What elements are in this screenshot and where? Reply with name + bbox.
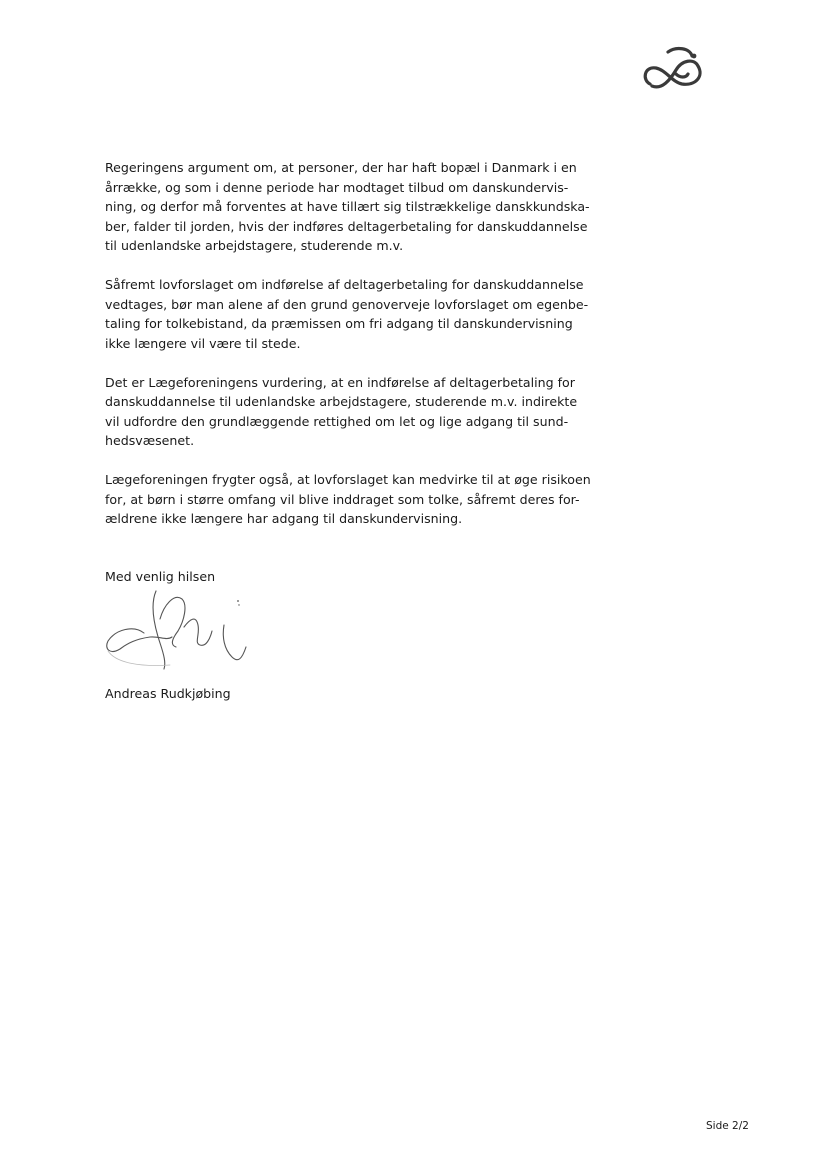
paragraph: Såfremt lovforslaget om indførelse af deltagerbetaling for danskuddannelse vedtages, bør man alene af den grund genoverveje lovforslaget om egenbe- taling for tolkebistand, da præmissen om fri adgang til danskundervisning ikke længere vil være til stede. bbox=[105, 277, 589, 351]
paragraph: Det er Lægeforeningens vurdering, at en indførelse af deltagerbetaling for danskuddannelse til udenlandske arbejdstagere, studerende m.v. indirekte vil udfordre den grundlæggende rettighed om let og lige adgang til sund- hedsvæsenet. bbox=[105, 374, 578, 448]
page-number: Side 2/2 bbox=[706, 1120, 749, 1132]
serpent-infinity-logo-icon bbox=[640, 40, 708, 96]
signer-name: Andreas Rudkjøbing bbox=[105, 686, 231, 701]
closing-salutation: Med venlig hilsen bbox=[105, 569, 216, 584]
letter-body bbox=[105, 158, 605, 548]
paragraph: Lægeforeningen frygter også, at lovforslaget kan medvirke til at øge risikoen for, at børn i større omfang vil blive inddraget som tolke, såfremt deres for- ældrene ikke længere har adgang til danskundervisning. bbox=[105, 472, 591, 526]
paragraph: Regeringens argument om, at personer, der har haft bopæl i Danmark i en årrække, og som i denne periode har modtaget tilbud om danskundervis- ning, og derfor må forventes at have tillært sig tilstrækkelige danskkundska- ber, falder til jorden, hvis der indføres deltagerbetaling for danskuddannelse til udenlandske arbejdstagere, studerende m.v. bbox=[105, 160, 590, 253]
handwritten-signature-icon bbox=[100, 585, 260, 677]
